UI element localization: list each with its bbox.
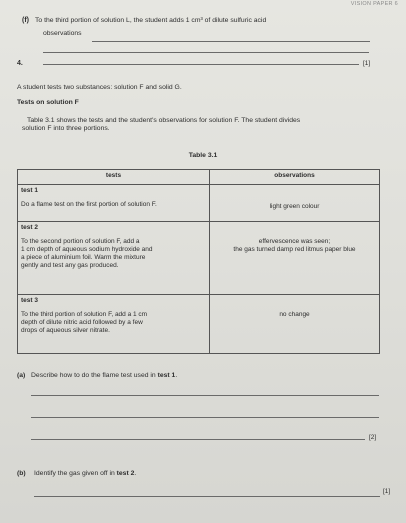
table-row	[18, 185, 380, 222]
header-observations: observations	[210, 170, 380, 185]
observation-text: effervescence was seen;	[258, 238, 331, 245]
test-text: To the second portion of solution F, add a	[21, 238, 140, 245]
page-header-label: VISION PAPER 6	[350, 1, 398, 7]
table-row	[18, 222, 380, 295]
observation-cell	[210, 222, 380, 295]
part-f-label: (f)	[22, 17, 29, 24]
test-label: test 3	[21, 297, 38, 304]
observation-text: no change	[279, 311, 310, 318]
test-text: 1 cm depth of aqueous sodium hydroxide and	[21, 246, 153, 253]
observation-cell	[210, 185, 380, 222]
header-tests: tests	[18, 170, 210, 185]
tests-table	[17, 169, 380, 354]
part-a-question	[31, 372, 177, 379]
paragraph-line-1: Table 3.1 shows the tests and the student's observations for solution F. The student divides	[27, 117, 301, 124]
subheading: Tests on solution F	[17, 99, 79, 106]
part-a-text: Describe how to do the flame test used in	[31, 372, 156, 379]
observation-cell	[210, 295, 380, 354]
answer-line	[31, 395, 379, 396]
table-caption: Table 3.1	[188, 152, 218, 159]
observation-text: light green colour	[269, 203, 320, 210]
part-f-marks: [1]	[363, 60, 371, 67]
part-f-answer-prefix: observations	[43, 30, 82, 37]
test-text: To the third portion of solution F, add a 1 cm	[21, 311, 148, 318]
answer-line	[34, 496, 380, 497]
table-row	[18, 295, 380, 354]
observation-text: the gas turned damp red litmus paper blue	[233, 246, 356, 253]
answer-line	[92, 41, 370, 42]
question-intro: A student tests two substances: solution F and solid G.	[17, 84, 182, 91]
part-a-bold: test 1	[157, 372, 176, 379]
part-b-marks: [1]	[383, 488, 391, 495]
answer-line	[43, 64, 359, 65]
question-number: 4.	[17, 60, 23, 67]
part-b-bold: test 2	[116, 470, 135, 477]
test-cell	[18, 295, 210, 354]
part-b-question	[34, 470, 136, 477]
part-b-text: Identify the gas given off in	[34, 470, 115, 477]
test-text: drops of aqueous silver nitrate.	[21, 327, 110, 334]
part-a-end: .	[175, 372, 178, 379]
part-b-label: (b)	[17, 470, 26, 477]
test-text: a piece of aluminium foil. Warm the mixture	[21, 254, 146, 261]
paragraph-line-2: solution F into three portions.	[22, 125, 110, 132]
test-text: gently and test any gas produced.	[21, 262, 119, 269]
test-cell	[18, 185, 210, 222]
test-text: depth of dilute nitric acid followed by a few	[21, 319, 143, 326]
table-header-row	[18, 170, 380, 185]
test-text: Do a flame test on the first portion of solution F.	[21, 201, 157, 208]
test-cell	[18, 222, 210, 295]
part-b-end: .	[134, 470, 137, 477]
part-a-label: (a)	[17, 372, 26, 379]
test-label: test 1	[21, 187, 38, 194]
answer-line	[43, 52, 369, 53]
part-f-text: To the third portion of solution L, the student adds 1 cm³ of dilute sulfuric acid	[35, 17, 267, 24]
answer-line	[31, 417, 379, 418]
answer-line	[31, 439, 365, 440]
test-label: test 2	[21, 224, 38, 231]
part-a-marks: [2]	[369, 434, 377, 441]
